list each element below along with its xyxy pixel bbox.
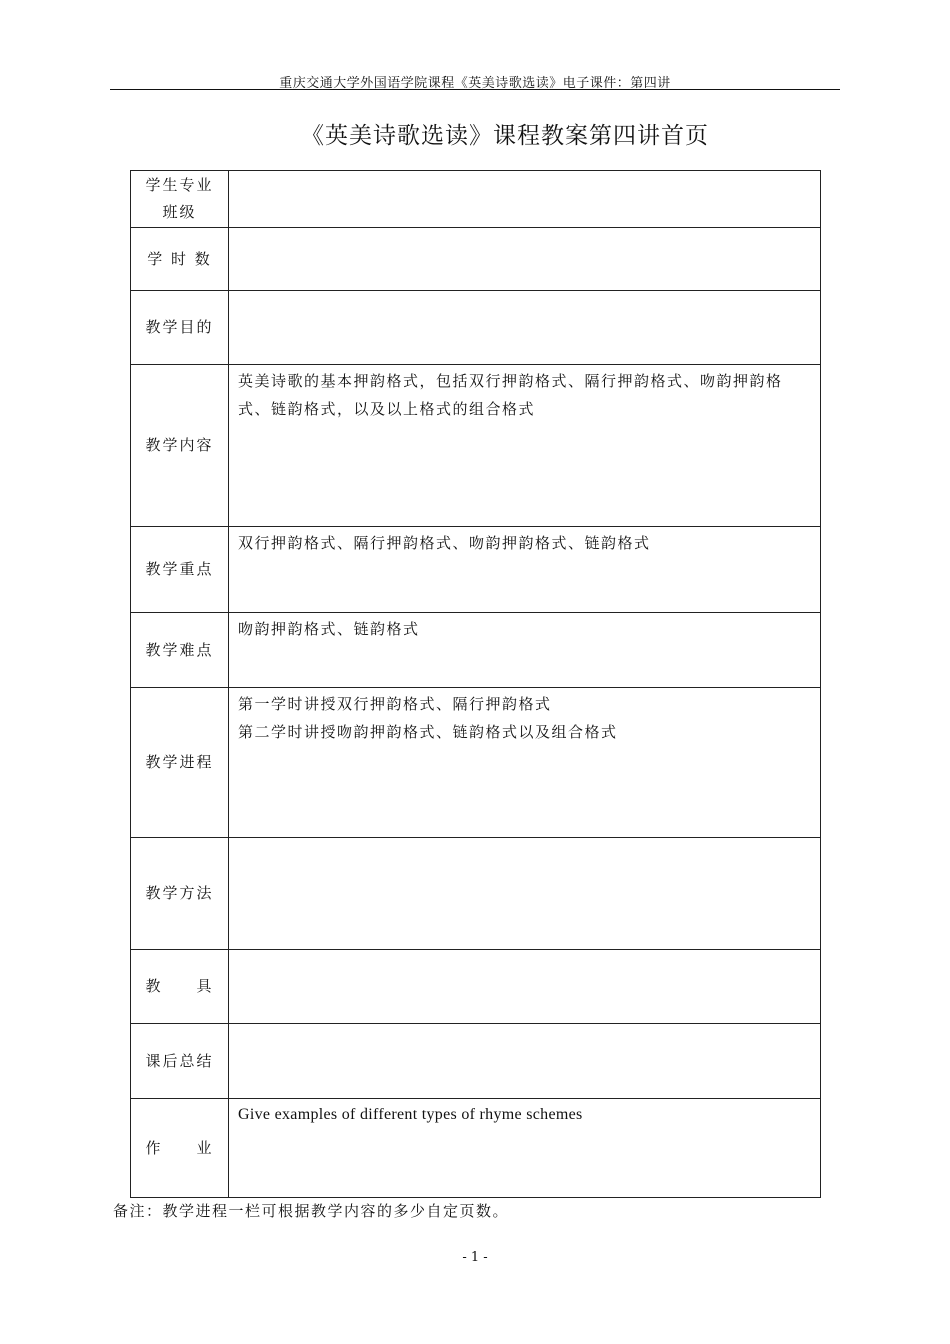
table-row-summary [131, 1024, 821, 1099]
table-row-objective [131, 291, 821, 365]
header-rule [110, 89, 840, 90]
row-label-process: 教学进程 [131, 688, 229, 838]
row-label-aids: 教 具 [131, 950, 229, 1024]
table-row-homework [131, 1099, 821, 1198]
row-content-homework [229, 1099, 821, 1198]
row-label-methods: 教学方法 [131, 838, 229, 950]
row-content-aids [229, 950, 821, 1024]
row-label-objective: 教学目的 [131, 291, 229, 365]
row-content-key-points [229, 527, 821, 613]
lesson-plan-table [130, 170, 821, 1198]
footnote: 备注：教学进程一栏可根据教学内容的多少自定页数。 [113, 1202, 510, 1220]
row-content-hours [229, 228, 821, 291]
table-row-process [131, 688, 821, 838]
table-row-class [131, 171, 821, 228]
row-label-text: 学生专业班级 [145, 176, 214, 221]
content-line: 第二学时讲授吻韵押韵格式、链韵格式以及组合格式 [238, 723, 618, 741]
content-line: 英美诗歌的基本押韵格式，包括双行押韵格式、隔行押韵格式、吻韵押韵格式、链韵格式，以及以上格式的组合格式 [238, 372, 783, 418]
table-row-key-points [131, 527, 821, 613]
row-content-process [229, 688, 821, 838]
running-header: 重庆交通大学外国语学院课程《英美诗歌选读》电子课件：第四讲 [279, 76, 671, 91]
table-row-methods [131, 838, 821, 950]
page-title: 《英美诗歌选读》课程教案第四讲首页 [301, 123, 709, 149]
content-line: 第一学时讲授双行押韵格式、隔行押韵格式 [238, 695, 552, 713]
row-content-difficulties [229, 613, 821, 688]
content-line: Give examples of different types of rhyme schemes [238, 1106, 583, 1123]
row-label-content: 教学内容 [131, 365, 229, 527]
page-number: - 1 - [462, 1250, 488, 1265]
row-content-objective [229, 291, 821, 365]
row-label-difficulties: 教学难点 [131, 613, 229, 688]
content-line: 双行押韵格式、隔行押韵格式、吻韵押韵格式、链韵格式 [238, 534, 651, 552]
table-row-aids [131, 950, 821, 1024]
row-label-summary: 课后总结 [131, 1024, 229, 1099]
table-row-difficulties [131, 613, 821, 688]
row-content-summary [229, 1024, 821, 1099]
table-row-hours [131, 228, 821, 291]
row-content-methods [229, 838, 821, 950]
row-content-content [229, 365, 821, 527]
table-row-content [131, 365, 821, 527]
row-label-homework: 作 业 [131, 1099, 229, 1198]
content-line: 吻韵押韵格式、链韵格式 [238, 620, 420, 638]
row-label-key-points: 教学重点 [131, 527, 229, 613]
row-label-class [131, 171, 229, 228]
row-label-hours: 学 时 数 [131, 228, 229, 291]
row-content-class [229, 171, 821, 228]
